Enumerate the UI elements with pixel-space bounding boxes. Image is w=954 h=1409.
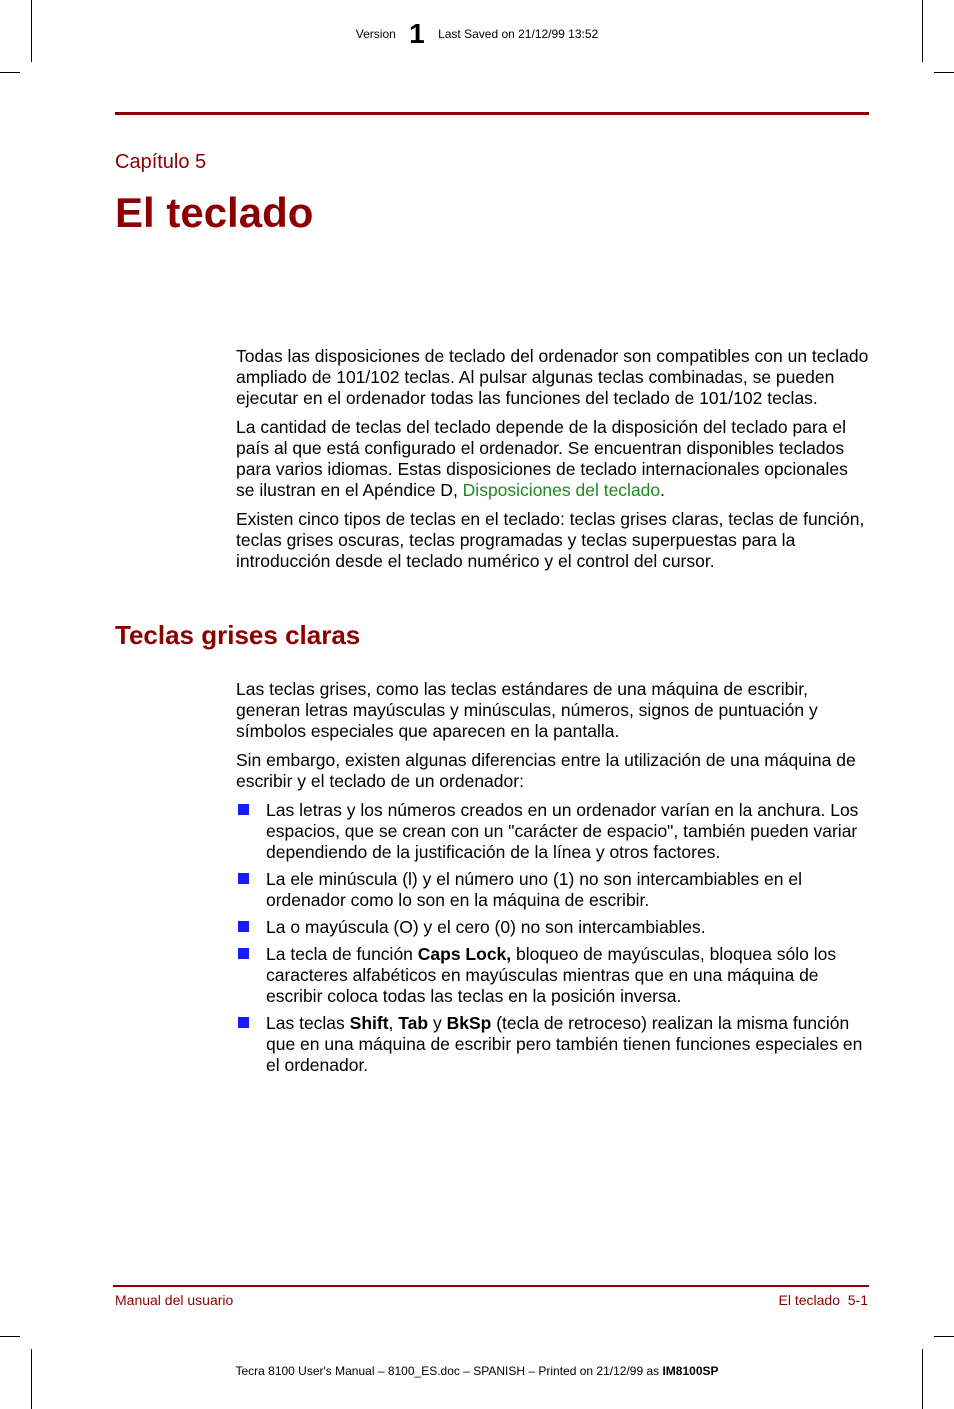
- key-name: Caps Lock,: [417, 944, 512, 964]
- text-run: y: [428, 1013, 447, 1033]
- bullet-list: [236, 800, 870, 1076]
- text-run: bloqueo de mayúsculas, bloquea sólo los caracteres alfabéticos en mayúsculas mientras que en una máquina de escribir coloca todas las teclas en la posición inversa.: [266, 944, 837, 1006]
- list-item: [236, 1013, 870, 1076]
- footer-manual-title: Manual del usuario: [115, 1292, 234, 1308]
- crop-mark: [0, 72, 20, 73]
- appendix-link[interactable]: Disposiciones del teclado: [462, 480, 661, 500]
- crop-mark: [0, 1336, 20, 1337]
- text-run: La cantidad de teclas del teclado depende de la disposición del teclado para el país al que está configurado el ordenador. Se encuentran disponibles teclados para varios idiomas. Estas disposiciones de teclado internacionales opcionales se ilustran en el Apéndice D,: [236, 417, 848, 500]
- chapter-title: El teclado: [115, 189, 314, 236]
- bottom-rule: [113, 1285, 869, 1287]
- text-run: (tecla de retroceso) realizan la misma función que en una máquina de escribir pero también tienen funciones especiales en el ordenador.: [266, 1013, 863, 1075]
- section-paragraph: Las teclas grises, como las teclas estándares de una máquina de escribir, generan letras mayúsculas y minúsculas, números, signos de puntuación y símbolos especiales que aparecen en la pantalla.: [236, 679, 818, 741]
- crop-mark: [934, 72, 954, 73]
- square-bullet-icon: [238, 921, 249, 932]
- square-bullet-icon: [238, 1017, 249, 1028]
- intro-paragraph: Todas las disposiciones de teclado del ordenador son compatibles con un teclado ampliado de 101/102 teclas. Al pulsar algunas teclas combinadas, se pueden ejecutar en el ordenador todas las funciones del teclado de 101/102 teclas.: [236, 346, 869, 408]
- list-item: [236, 869, 870, 911]
- last-saved: Last Saved on 21/12/99 13:52: [438, 27, 599, 41]
- square-bullet-icon: [238, 948, 249, 959]
- intro-block: [236, 346, 870, 580]
- print-info: [0, 1364, 954, 1378]
- top-rule: [115, 112, 869, 115]
- text-run: .: [660, 480, 666, 500]
- footer-page-number: El teclado 5-1: [778, 1292, 868, 1308]
- crop-mark: [934, 1336, 954, 1337]
- list-item: [236, 800, 870, 863]
- intro-paragraph: Existen cinco tipos de teclas en el teclado: teclas grises claras, teclas de función, teclas grises oscuras, teclas programadas y teclas superpuestas para la introducción desde el teclado numérico y el control del cursor.: [236, 509, 865, 571]
- version-number: 1: [409, 18, 425, 49]
- square-bullet-icon: [238, 873, 249, 884]
- list-item: [236, 917, 870, 938]
- crop-mark: [922, 1349, 923, 1409]
- text-run: La tecla de función: [266, 944, 418, 964]
- key-name: Shift: [349, 1013, 389, 1033]
- version-header: [0, 18, 954, 50]
- square-bullet-icon: [238, 804, 249, 815]
- list-item: [236, 944, 870, 1007]
- section-title: Teclas grises claras: [115, 620, 361, 650]
- version-label: Version: [355, 27, 396, 41]
- text-run: Las teclas: [266, 1013, 350, 1033]
- section-block: [236, 679, 870, 1082]
- list-item-text: Las letras y los números creados en un ordenador varían en la anchura. Los espacios, que se crean con un "carácter de espacio", también pueden variar dependiendo de la justificación de la línea y otros factores.: [266, 800, 859, 862]
- list-item-text: La ele minúscula (l) y el número uno (1) no son intercambiables en el ordenador como lo son en la máquina de escribir.: [266, 869, 802, 910]
- document-code: IM8100SP: [662, 1364, 719, 1378]
- list-item-text: La o mayúscula (O) y el cero (0) no son intercambiables.: [266, 917, 706, 937]
- intro-paragraph: [236, 417, 870, 501]
- section-paragraph: Sin embargo, existen algunas diferencias entre la utilización de una máquina de escribir y el teclado de un ordenador:: [236, 750, 856, 791]
- crop-mark: [31, 1349, 32, 1409]
- chapter-label: Capítulo 5: [115, 151, 207, 173]
- text-run: Tecra 8100 User's Manual – 8100_ES.doc – SPANISH – Printed on 21/12/99 as: [235, 1364, 663, 1378]
- key-name: Tab: [398, 1013, 429, 1033]
- key-name: BkSp: [446, 1013, 492, 1033]
- text-run: ,: [388, 1013, 399, 1033]
